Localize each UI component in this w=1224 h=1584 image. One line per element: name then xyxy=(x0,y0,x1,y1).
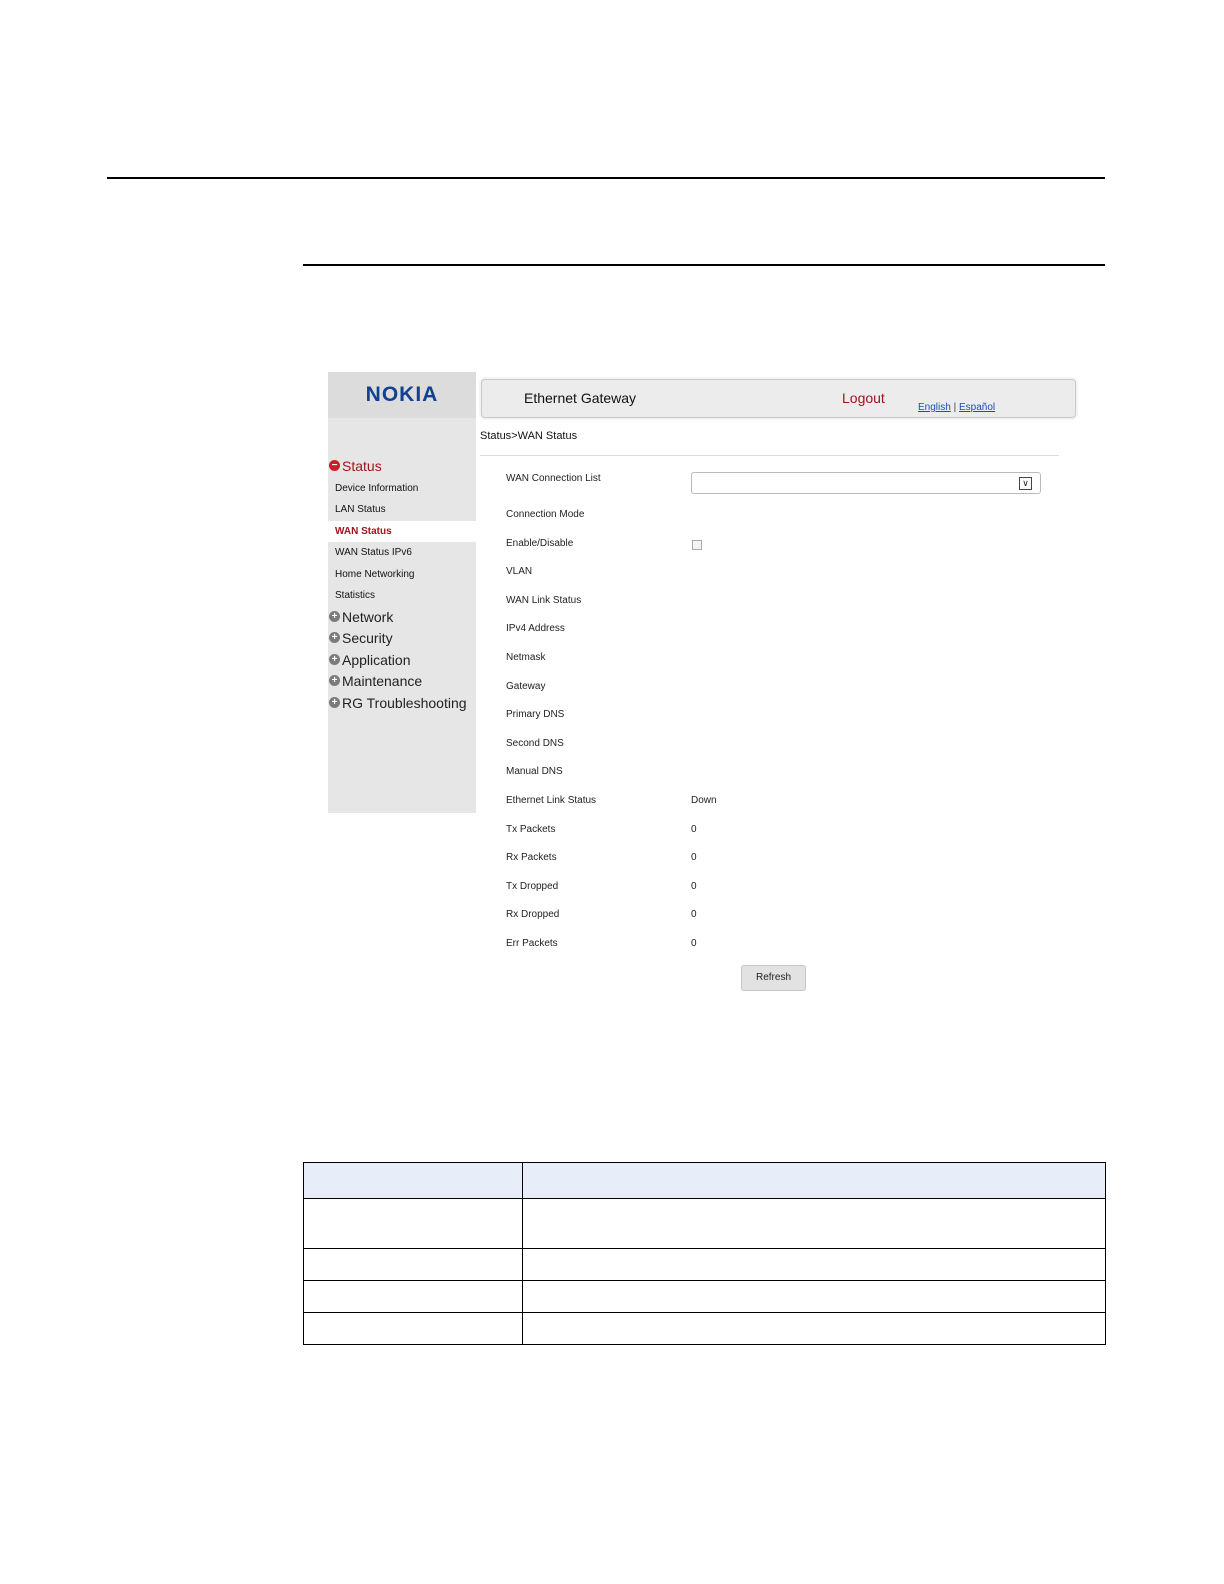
field-label: WAN Connection List xyxy=(506,473,601,484)
nokia-logo: NOKIA xyxy=(365,383,439,406)
lang-espanol-link[interactable]: Español xyxy=(958,402,996,413)
logout-link[interactable]: Logout xyxy=(842,390,885,406)
table-header-cell xyxy=(304,1163,523,1199)
top-header xyxy=(481,379,1076,418)
plus-circle-icon: + xyxy=(329,654,340,665)
table-cell xyxy=(523,1313,1106,1345)
sidebar-group-label: RG Troubleshooting xyxy=(342,694,467,711)
sidebar-item-home-networking[interactable]: Home Networking xyxy=(335,568,415,580)
field-value: 0 xyxy=(691,880,697,892)
enable-disable-checkbox[interactable] xyxy=(692,540,702,550)
app-title: Ethernet Gateway xyxy=(524,390,637,406)
sidebar-item-device-information[interactable]: Device Information xyxy=(335,482,419,494)
breadcrumb-divider xyxy=(480,455,1059,456)
sidebar-group-status[interactable] xyxy=(328,456,476,478)
field-label: Rx Packets xyxy=(506,852,557,864)
sidebar-group-maintenance[interactable] xyxy=(328,671,476,693)
field-label: Primary DNS xyxy=(506,709,565,721)
field-label: Second DNS xyxy=(506,737,564,749)
table-cell xyxy=(304,1249,523,1281)
field-label: Rx Dropped xyxy=(506,909,560,921)
parameter-table xyxy=(303,1162,1106,1345)
field-label: WAN Link Status xyxy=(506,594,582,606)
lang-english-link[interactable]: English xyxy=(918,402,951,413)
sidebar xyxy=(328,372,476,813)
sidebar-item-wan-status[interactable]: WAN Status xyxy=(328,521,476,543)
sidebar-group-label: Security xyxy=(342,630,393,646)
logo-area xyxy=(328,372,476,418)
table-header-cell xyxy=(523,1163,1106,1199)
field-label: Tx Dropped xyxy=(506,880,559,892)
field-value: 0 xyxy=(691,852,697,864)
field-label: Gateway xyxy=(506,680,546,692)
table-cell xyxy=(304,1313,523,1345)
refresh-button[interactable]: Refresh xyxy=(741,965,806,991)
sidebar-item-wan-status-ipv6[interactable]: WAN Status IPv6 xyxy=(335,547,412,558)
field-label: Err Packets xyxy=(506,938,558,949)
minus-circle-icon: − xyxy=(329,460,340,471)
plus-circle-icon: + xyxy=(329,675,340,686)
sidebar-item-lan-status[interactable]: LAN Status xyxy=(335,504,386,515)
field-label: Manual DNS xyxy=(506,766,563,778)
field-label: Tx Packets xyxy=(506,823,556,835)
field-label: IPv4 Address xyxy=(506,623,565,635)
sidebar-group-label: Application xyxy=(342,651,411,668)
plus-circle-icon: + xyxy=(329,697,340,708)
field-label: Enable/Disable xyxy=(506,537,574,549)
field-label: Connection Mode xyxy=(506,509,585,520)
field-label: Netmask xyxy=(506,652,546,663)
sidebar-group-security[interactable] xyxy=(328,628,476,650)
sidebar-group-label: Maintenance xyxy=(342,673,423,689)
table-cell xyxy=(304,1281,523,1313)
table-cell xyxy=(523,1199,1106,1249)
field-value: 0 xyxy=(691,938,697,949)
breadcrumb: Status>WAN Status xyxy=(480,430,578,442)
sidebar-group-network[interactable] xyxy=(328,607,476,629)
document-rule-top xyxy=(107,177,1105,179)
table-cell xyxy=(523,1249,1106,1281)
sidebar-item-statistics[interactable]: Statistics xyxy=(335,590,376,601)
field-value: Down xyxy=(691,795,717,806)
field-label: Ethernet Link Status xyxy=(506,795,597,806)
lang-separator: | xyxy=(953,402,957,413)
field-value: 0 xyxy=(691,823,697,835)
router-ui-screenshot xyxy=(328,372,1080,1012)
document-rule-section xyxy=(303,264,1105,266)
plus-circle-icon: + xyxy=(329,611,340,622)
table-cell xyxy=(523,1281,1106,1313)
language-switcher xyxy=(918,402,995,413)
sidebar-nav xyxy=(328,456,476,714)
sidebar-group-label: Network xyxy=(342,608,394,625)
sidebar-group-rg-troubleshooting[interactable] xyxy=(328,693,476,715)
wan-connection-list-select[interactable] xyxy=(691,472,1041,494)
plus-circle-icon: + xyxy=(329,632,340,643)
table-cell xyxy=(304,1199,523,1249)
chevron-down-icon: ∨ xyxy=(1019,477,1032,490)
sidebar-group-label: Status xyxy=(342,458,382,474)
field-value: 0 xyxy=(691,909,697,921)
sidebar-group-application[interactable] xyxy=(328,650,476,672)
field-label: VLAN xyxy=(506,566,533,578)
